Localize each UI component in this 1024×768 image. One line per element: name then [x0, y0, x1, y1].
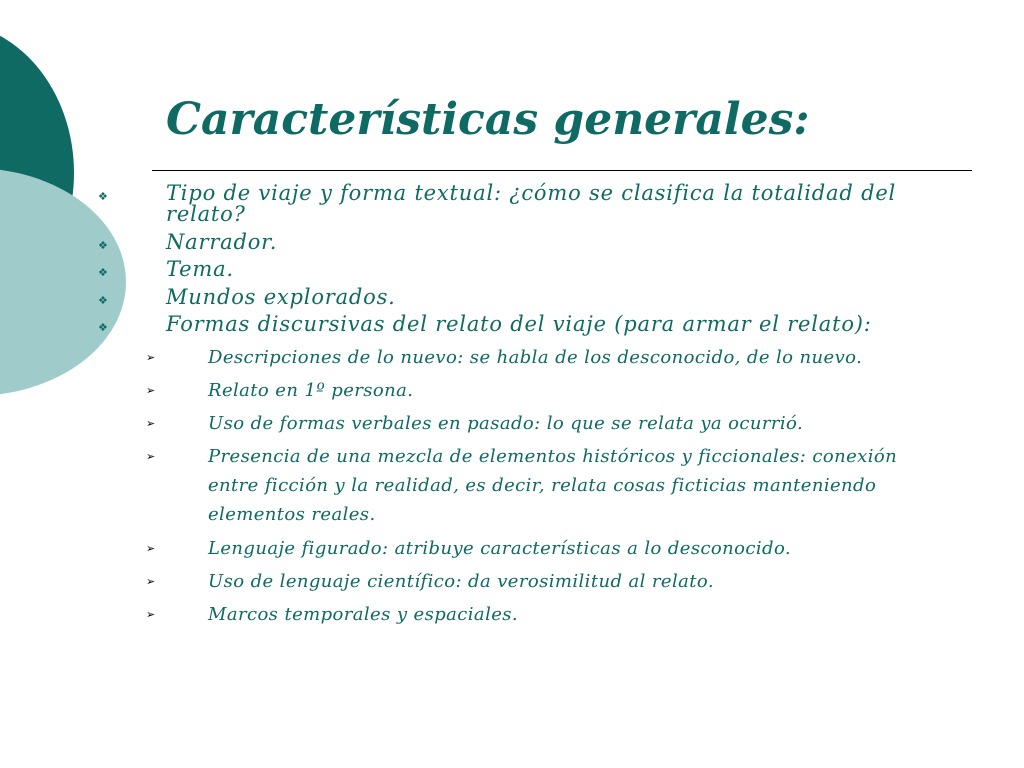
bullet-item [98, 257, 966, 281]
bullet-text: Narrador. [166, 230, 278, 254]
diamond-bullet-icon: ❖ [98, 266, 109, 279]
bullet-text: Tipo de viaje y forma textual: ¿cómo se clasifica la totalidad del relato? [166, 181, 897, 226]
bullet-item [98, 230, 966, 254]
bullet-text: Formas discursivas del relato del viaje (para armar el relato): [166, 312, 872, 336]
sub-bullet-item [146, 442, 928, 529]
arrowhead-bullet-icon: ➢ [146, 417, 156, 430]
sub-bullet-text: Presencia de una mezcla de elementos históricos y ficcionales: conexión entre ficción y la realidad, es decir, relata cosas ficticias manteniendo elementos reales. [208, 446, 898, 525]
sub-bullet-text: Descripciones de lo nuevo: se habla de los desconocido, de lo nuevo. [208, 347, 863, 368]
bullet-text: Tema. [166, 257, 234, 281]
sub-bullet-text: Uso de lenguaje científico: da verosimilitud al relato. [208, 571, 714, 592]
arrowhead-bullet-icon: ➢ [146, 542, 156, 555]
title-divider [152, 170, 972, 171]
sub-bullet-text: Uso de formas verbales en pasado: lo que se relata ya ocurrió. [208, 413, 804, 434]
sub-bullet-item [146, 409, 928, 438]
sub-bullet-text: Relato en 1º persona. [208, 380, 414, 401]
bullet-item [98, 312, 966, 336]
slide-title: Características generales: [166, 94, 810, 145]
arrowhead-bullet-icon: ➢ [146, 575, 156, 588]
diamond-bullet-icon: ❖ [98, 321, 109, 334]
arrowhead-bullet-icon: ➢ [146, 608, 156, 621]
sub-bullet-text: Lenguaje figurado: atribuye características a lo desconocido. [208, 538, 792, 559]
sub-bullet-text: Marcos temporales y espaciales. [208, 604, 519, 625]
bullet-text: Mundos explorados. [166, 285, 396, 309]
diamond-bullet-icon: ❖ [98, 239, 109, 252]
arrowhead-bullet-icon: ➢ [146, 351, 156, 364]
sub-bullet-item [146, 534, 928, 563]
sub-bullet-item [146, 376, 928, 405]
bullet-item [98, 181, 966, 226]
diamond-bullet-icon: ❖ [98, 190, 109, 203]
sub-bullet-item [146, 600, 928, 629]
bullet-item [98, 285, 966, 309]
sub-bullet-item [146, 343, 928, 372]
diamond-bullet-icon: ❖ [98, 294, 109, 307]
arrowhead-bullet-icon: ➢ [146, 450, 156, 463]
arrowhead-bullet-icon: ➢ [146, 384, 156, 397]
sub-bullet-item [146, 567, 928, 596]
